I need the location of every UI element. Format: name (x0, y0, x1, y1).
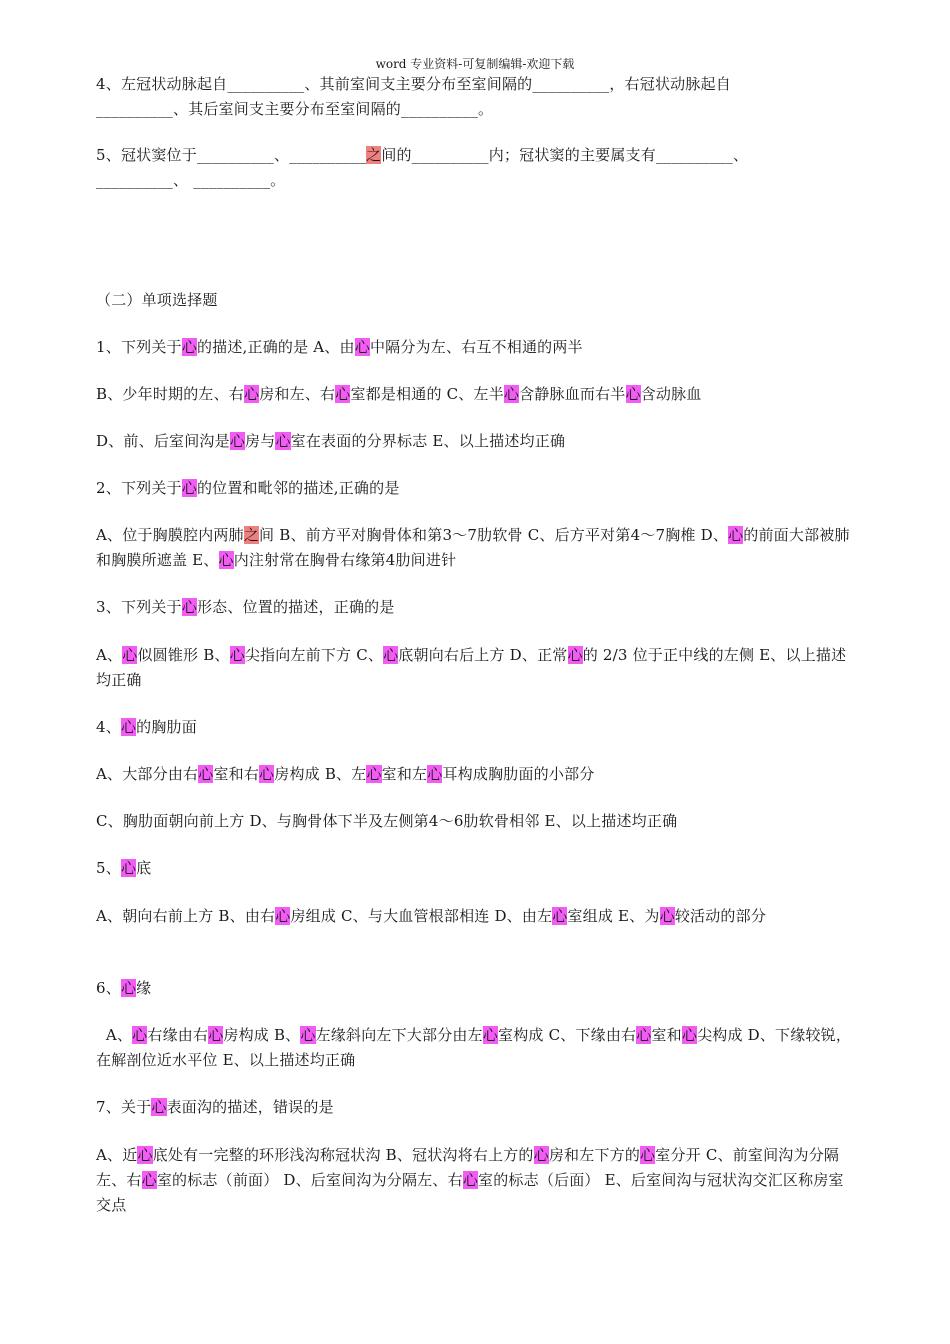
q4-line-2: __________、其后室间支主要分布至室间隔的__________。 (96, 100, 494, 118)
text-segment: 表面沟的描述，错误的是 (166, 1098, 334, 1116)
question-5-options (96, 904, 858, 929)
text-segment: 右缘由右 (147, 1026, 209, 1044)
question-2-stem (96, 476, 858, 501)
highlight-xin: 心 (728, 526, 744, 544)
text-segment: D、前、后室间沟是 (96, 432, 230, 450)
question-3-stem (96, 595, 858, 620)
highlight-xin: 心 (659, 907, 675, 925)
q4-line-1: 4、左冠状动脉起自__________、其前室间支主要分布至室间隔的__________，右冠状动脉起自 (96, 75, 731, 93)
question-5-stem (96, 856, 858, 881)
text-segment: 2、下列关于 (96, 479, 182, 497)
question-4-options-c-e: C、胸肋面朝向前上方 D、与胸骨体下半及左侧第4～6肋软骨相邻 E、以上描述均正确 (96, 812, 678, 830)
text-segment: A、朝向右前上方 B、由右 (96, 907, 276, 925)
highlight-xin: 心 (275, 907, 291, 925)
text-segment: A、 (96, 1026, 133, 1044)
question-4-stem (96, 715, 858, 740)
highlight-xin: 心 (533, 1146, 549, 1164)
text-segment: 的位置和毗邻的描述,正确的是 (196, 479, 400, 497)
text-segment: 室组成 E、为 (567, 907, 660, 925)
highlight-xin: 心 (503, 385, 520, 403)
highlight-xin: 心 (181, 338, 197, 356)
highlight-zhi: 之 (243, 526, 260, 544)
fill-in-question-5 (96, 143, 858, 193)
text-segment: 室的标志（后面） E、后室间沟与冠状沟交汇区称房室交点 (96, 1171, 844, 1214)
question-1-stem (96, 335, 858, 360)
q5-text: 间的__________内；冠状窦的主要属支有__________、 (381, 146, 749, 164)
text-segment: 较活动的部分 (674, 907, 767, 925)
highlight-xin: 心 (151, 1098, 167, 1116)
highlight-xin: 心 (681, 1026, 698, 1044)
text-segment: 的胸肋面 (136, 718, 197, 736)
highlight-xin: 心 (141, 1171, 157, 1189)
text-segment: 底朝向右后上方 D、正常 (398, 646, 568, 664)
highlight-xin: 心 (636, 1026, 652, 1044)
text-segment: A、近 (96, 1146, 138, 1164)
question-7-stem (96, 1095, 858, 1120)
text-segment: 6、 (96, 979, 121, 997)
highlight-xin: 心 (218, 551, 234, 569)
fill-in-question-4 (96, 72, 858, 122)
text-segment: B、少年时期的左、右 (96, 385, 245, 403)
text-segment: 的前面大部被肺和胸膜所遮盖 E、 (96, 526, 850, 569)
text-segment: 3、下列关于 (96, 598, 182, 616)
question-6-options (96, 1023, 858, 1073)
text-segment: 内注射常在胸骨右缘第4肋间进针 (233, 551, 457, 569)
text-segment: 缘 (136, 979, 152, 997)
highlight-xin: 心 (132, 1026, 148, 1044)
text-segment: 房构成 B、左 (274, 765, 367, 783)
text-segment: A、位于胸膜腔内两肺 (96, 526, 244, 544)
text-segment: 尖指向左前下方 C、 (244, 646, 384, 664)
highlight-xin: 心 (567, 646, 583, 664)
highlight-xin: 心 (335, 385, 351, 403)
text-segment: 室分开 C、前室间沟为分隔左、右 (96, 1146, 840, 1189)
section-title: （二）单项选择题 (96, 291, 218, 309)
highlight-xin: 心 (354, 338, 370, 356)
text-segment: 室和左 (381, 765, 428, 783)
text-segment: 室构成 C、下缘由右 (498, 1026, 637, 1044)
highlight-xin: 心 (383, 646, 399, 664)
highlight-xin: 心 (640, 1146, 656, 1164)
text-segment: 室在表面的分界标志 E、以上描述均正确 (290, 432, 566, 450)
text-segment: 形态、位置的描述，正确的是 (196, 598, 395, 616)
text-segment: 左缘斜向左下大部分由左 (315, 1026, 483, 1044)
text-segment: 房与 (245, 432, 276, 450)
highlight-xin: 心 (552, 907, 568, 925)
highlight-xin: 心 (427, 765, 443, 783)
text-segment: 尖构成 D、下缘较锐，在解剖位近水平位 E、以上描述均正确 (96, 1026, 852, 1069)
highlight-xin: 心 (462, 1171, 479, 1189)
highlight-xin: 心 (120, 979, 137, 997)
highlight-xin: 心 (482, 1026, 498, 1044)
highlight-xin: 心 (625, 385, 641, 403)
q5-text: 5、冠状窦位于__________、__________ (96, 146, 367, 164)
question-7-options (96, 1143, 858, 1218)
text-segment: 房组成 C、与大血管根部相连 D、由左 (290, 907, 553, 925)
text-segment: 底处有一完整的环形浅沟称冠状沟 B、冠状沟将右上方的 (152, 1146, 534, 1164)
text-segment: 室的标志（前面） D、后室间沟为分隔左、右 (156, 1171, 463, 1189)
text-segment: 5、 (96, 859, 121, 877)
text-segment: 间 B、前方平对胸骨体和第3～7肋软骨 C、后方平对第4～7胸椎 D、 (259, 526, 729, 544)
highlight-xin: 心 (181, 598, 197, 616)
text-segment: 4、 (96, 718, 121, 736)
text-segment: 中隔分为左、右互不相通的两半 (369, 338, 583, 356)
highlight-xin: 心 (208, 1026, 224, 1044)
text-segment: 含动脉血 (640, 385, 702, 403)
question-1-options-b-c (96, 382, 858, 407)
highlight-xin: 心 (120, 718, 137, 736)
highlight-xin: 心 (366, 765, 382, 783)
page-header: word 专业资料-可复制编辑-欢迎下载 (375, 57, 575, 71)
text-segment: 房和左下方的 (548, 1146, 641, 1164)
highlight-xin: 心 (229, 646, 245, 664)
text-segment: 室和 (651, 1026, 682, 1044)
highlight-xin: 心 (229, 432, 246, 450)
highlight-xin: 心 (244, 385, 260, 403)
text-segment: 底 (136, 859, 152, 877)
question-1-options-d-e (96, 429, 858, 454)
highlight-zhi: 之 (366, 146, 382, 164)
text-segment: 的描述,正确的是 A、由 (196, 338, 355, 356)
text-segment: 房构成 B、 (223, 1026, 301, 1044)
text-segment: 似圆锥形 B、 (137, 646, 230, 664)
text-segment: A、 (96, 646, 123, 664)
text-segment: A、大部分由右 (96, 765, 199, 783)
text-segment: 7、关于 (96, 1098, 152, 1116)
text-segment: 室和右 (213, 765, 260, 783)
text-segment: 房和左、右 (259, 385, 336, 403)
highlight-xin: 心 (275, 432, 291, 450)
text-segment: 耳构成胸肋面的小部分 (442, 765, 595, 783)
question-6-stem (96, 976, 858, 1001)
text-segment: 含静脉血而右半 (519, 385, 626, 403)
question-3-options (96, 643, 858, 693)
question-2-options (96, 523, 858, 573)
text-segment: 的 2/3 位于正中线的左侧 E、以上描述均正确 (96, 646, 847, 689)
text-segment: 1、下列关于 (96, 338, 182, 356)
highlight-xin: 心 (181, 479, 197, 497)
text-segment: 室都是相通的 C、左半 (350, 385, 504, 403)
highlight-xin: 心 (122, 646, 138, 664)
highlight-xin: 心 (120, 859, 137, 877)
highlight-xin: 心 (198, 765, 214, 783)
question-4-options-a-b (96, 762, 858, 787)
highlight-xin: 心 (300, 1026, 316, 1044)
q5-line-2: __________、 __________。 (96, 171, 286, 189)
highlight-xin: 心 (259, 765, 275, 783)
highlight-xin: 心 (137, 1146, 153, 1164)
